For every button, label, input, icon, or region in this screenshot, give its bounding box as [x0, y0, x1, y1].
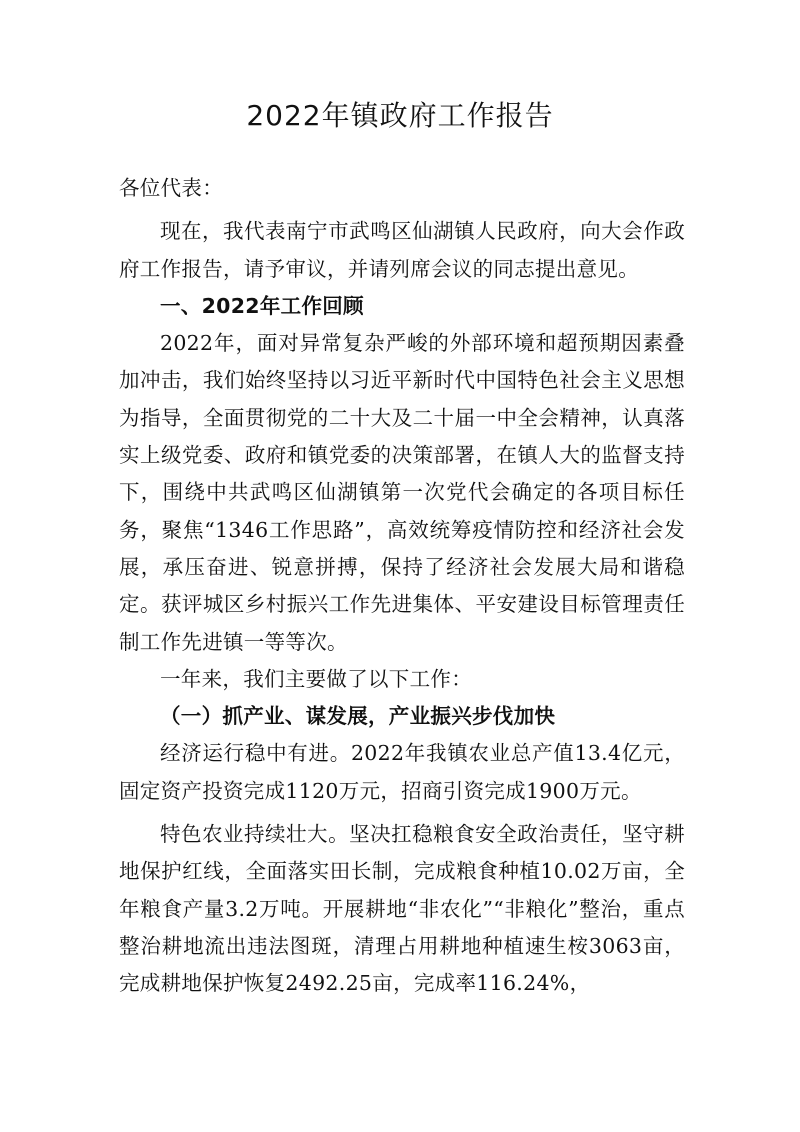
review-paragraph: 2022年，面对异常复杂严峻的外部环境和超预期因素叠加冲击，我们始终坚持以习近平新时代中国特色社会主义思想为指导，全面贯彻党的二十大及二十届一中全会精神，认真落实上级党委、政府和镇党委的决策部署，在镇人大的监督支持下，围绕中共武鸣区仙湖镇第一次党代会确定的各项目标任务，聚焦“1346工作思路”，高效统筹疫情防控和经济社会发展，承压奋进、锐意拼搏，保持了经济社会发展大局和谐稳定。获评城区乡村振兴工作先进集体、平安建设目标管理责任制工作先进镇一等等次。 — [119, 331, 685, 654]
agriculture-paragraph: 特色农业持续壮大。坚决扛稳粮食安全政治责任，坚守耕地保护红线，全面落实田长制，完成粮食种植10.02万亩，全年粮食产量3.2万吨。开展耕地“非农化”“非粮化”整治，重点整治耕地流出违法图斑，清理占用耕地种植速生桉3063亩，完成耕地保护恢复2492.25亩，完成率116.24%， — [119, 822, 685, 996]
document-title: 2022年镇政府工作报告 — [246, 99, 554, 132]
economy-paragraph: 经济运行稳中有进。2022年我镇农业总产值13.4亿元，固定资产投资完成1120万元，招商引资完成1900万元。 — [119, 741, 685, 803]
work-intro-paragraph: 一年来，我们主要做了以下工作： — [160, 666, 472, 691]
intro-paragraph: 现在，我代表南宁市武鸣区仙湖镇人民政府，向大会作政府工作报告，请予审议，并请列席会议的同志提出意见。 — [119, 219, 685, 281]
salutation: 各位代表： — [119, 176, 223, 200]
document-body — [119, 170, 685, 1003]
subsection-heading-industry: （一）抓产业、谋发展，产业振兴步伐加快 — [160, 704, 556, 729]
section-heading-review: 一、2022年工作回顾 — [160, 293, 364, 318]
